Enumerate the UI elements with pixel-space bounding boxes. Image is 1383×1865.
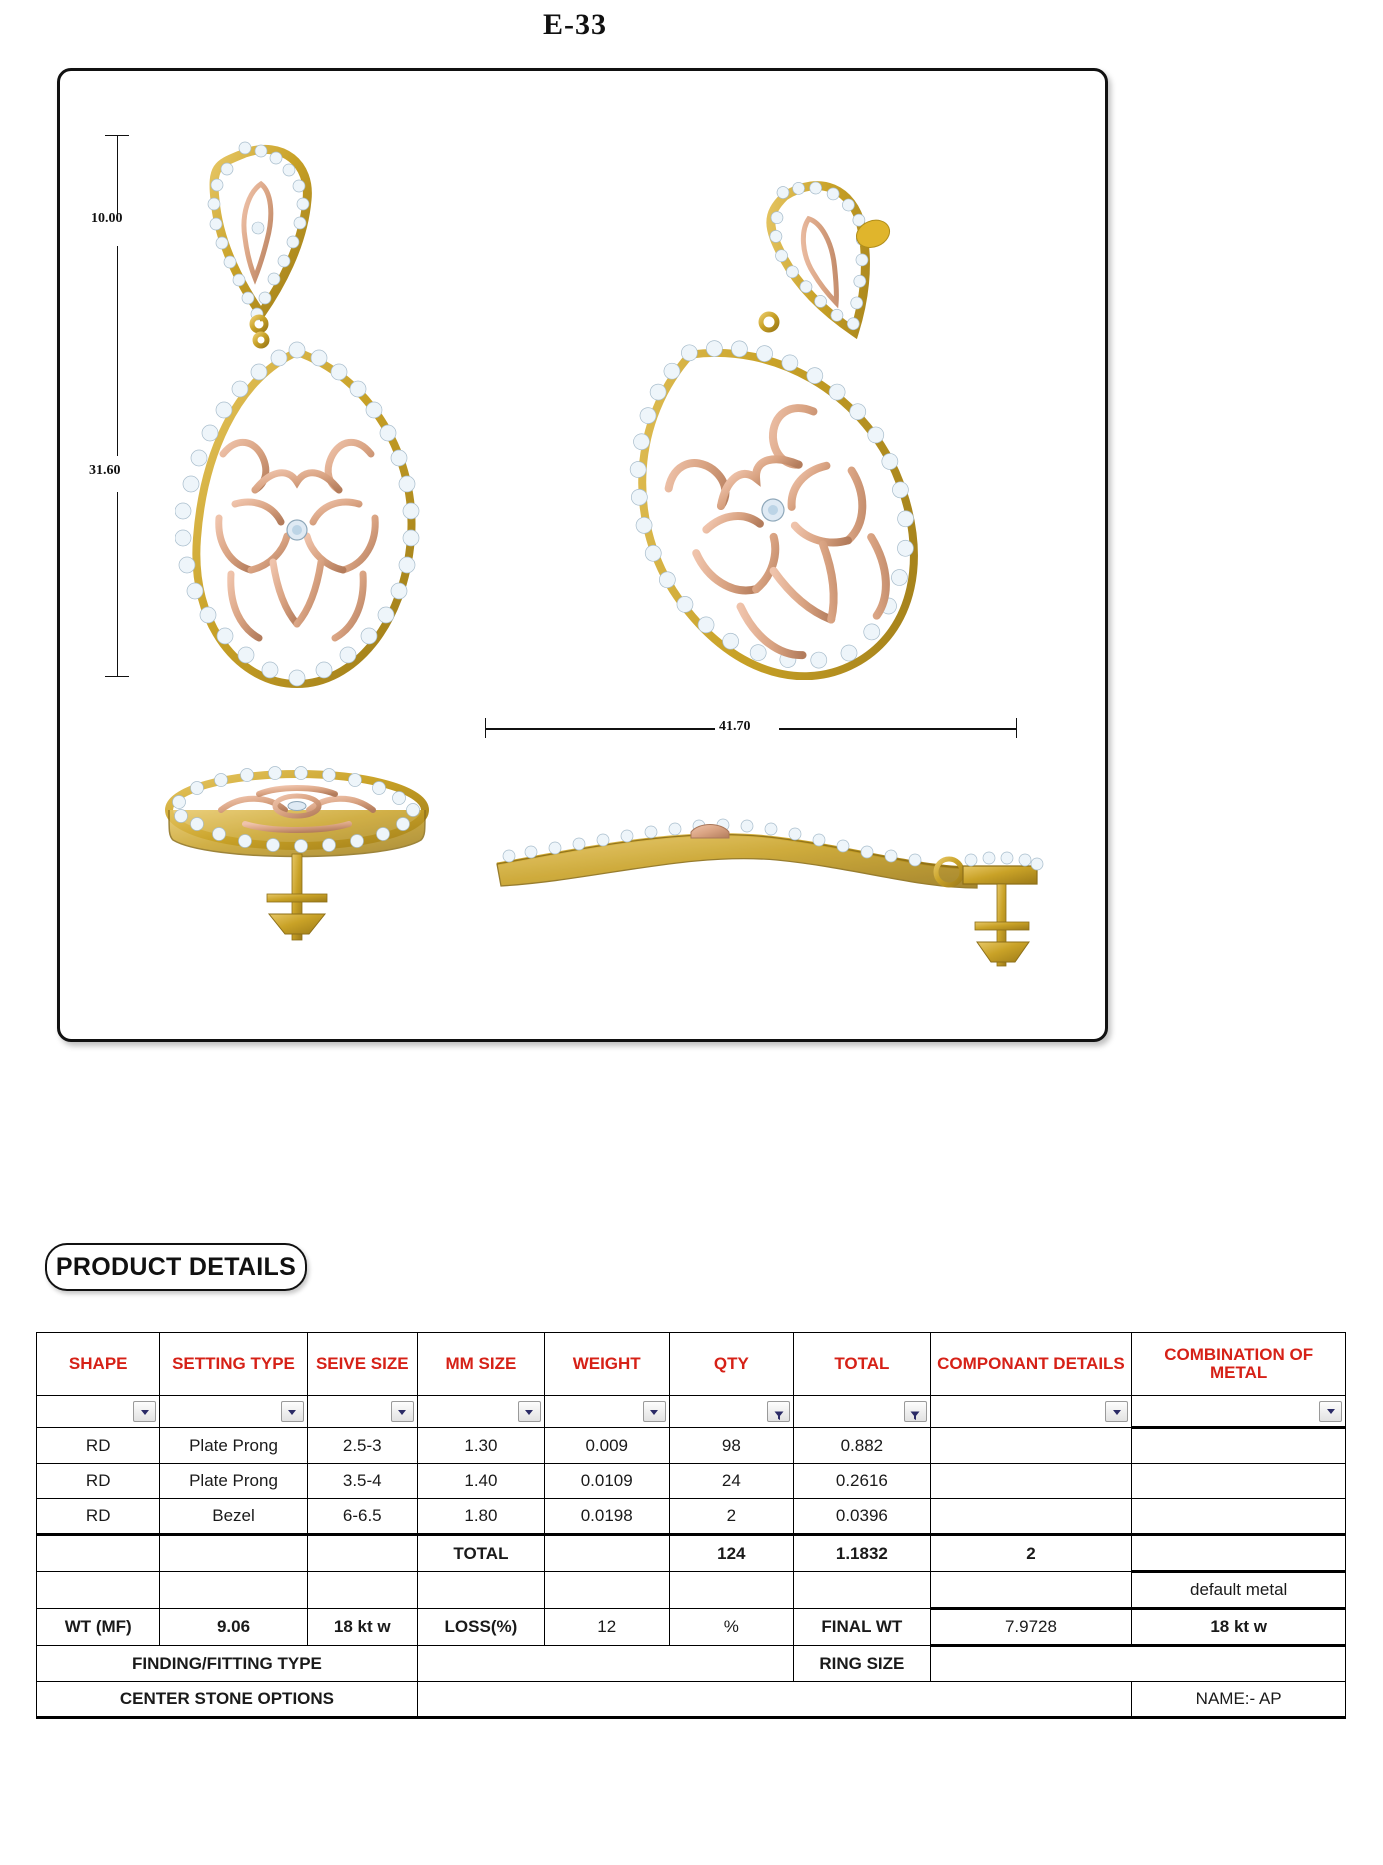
filter-cell-weight[interactable] [544,1396,669,1428]
cell-weight: 0.0198 [544,1499,669,1535]
column-header-combination-of-metal: COMBINATION OF METAL [1132,1333,1346,1396]
column-header-weight: WEIGHT [544,1333,669,1396]
cell-shape: RD [37,1428,160,1464]
cell-combination-of-metal [1132,1464,1346,1499]
cell-seive-size: 3.5-4 [307,1464,417,1499]
loss-unit: % [669,1609,794,1646]
wt-mf-value: 9.06 [160,1609,307,1646]
dropdown-arrow-icon-componant-details[interactable] [1105,1401,1128,1422]
table-row [37,1428,1346,1464]
dim-label-10: 10.00 [91,211,123,226]
cell-total: 0.882 [794,1428,930,1464]
cell-componant-details [930,1499,1132,1535]
cell-shape: RD [37,1464,160,1499]
cell-componant-details [930,1464,1132,1499]
table-center-stone-row [37,1682,1346,1718]
column-header-mm-size: MM SIZE [417,1333,544,1396]
totals-componant-details: 2 [930,1535,1132,1572]
totals-total: 1.1832 [794,1535,930,1572]
page-title: E-33 [543,8,607,41]
product-details-label: PRODUCT DETAILS [55,1252,297,1281]
cell-componant-details [930,1428,1132,1464]
cell-weight: 0.009 [544,1428,669,1464]
table-finding-row [37,1646,1346,1682]
dim-tick-bottom [105,676,129,677]
finding-fitting-type-value[interactable] [417,1646,793,1682]
filter-cell-combination-of-metal[interactable] [1132,1396,1346,1428]
cell-total: 0.0396 [794,1499,930,1535]
default-metal-blank-1 [37,1572,160,1609]
dim-line-31-lower [117,492,118,677]
dim-endcap-right [1016,718,1017,738]
column-header-qty: QTY [669,1333,794,1396]
totals-label: TOTAL [417,1535,544,1572]
final-wt-value: 7.9728 [930,1609,1132,1646]
default-metal-blank-2 [160,1572,307,1609]
dropdown-arrow-icon-mm-size[interactable] [518,1401,541,1422]
dim-label-3160: 31.60 [89,463,121,478]
earring-front-view [175,118,475,708]
totals-combination-of-metal [1132,1535,1346,1572]
totals-cell-blank-setting [160,1535,307,1572]
totals-cell-blank-seive [307,1535,417,1572]
dim-line-31-upper [117,296,118,456]
cell-mm-size: 1.80 [417,1499,544,1535]
filter-funnel-icon-total[interactable] [904,1401,927,1422]
cell-qty: 98 [669,1428,794,1464]
column-header-setting-type: SETTING TYPE [160,1333,307,1396]
product-details-table [36,1332,1346,1719]
column-header-total: TOTAL [794,1333,930,1396]
filter-funnel-icon-qty[interactable] [767,1401,790,1422]
ring-size-label: RING SIZE [794,1646,930,1682]
cell-combination-of-metal [1132,1428,1346,1464]
totals-cell-blank-weight [544,1535,669,1572]
table-default-metal-row [37,1572,1346,1609]
filter-cell-total[interactable] [794,1396,930,1428]
final-wt-label: FINAL WT [794,1609,930,1646]
filter-cell-qty[interactable] [669,1396,794,1428]
dim-line-10-lower [117,246,118,296]
totals-cell-blank-shape [37,1535,160,1572]
table-header-row [37,1333,1346,1396]
default-metal-blank-7 [794,1572,930,1609]
name-field: NAME:- AP [1132,1682,1346,1718]
cell-setting-type: Bezel [160,1499,307,1535]
jewelry-drawing-area [57,68,1108,1042]
ring-size-value[interactable] [930,1646,1345,1682]
cell-combination-of-metal [1132,1499,1346,1535]
totals-qty: 124 [669,1535,794,1572]
earring-side-profile-view [477,768,1067,1018]
center-stone-options-value[interactable] [417,1682,1131,1718]
default-metal-blank-3 [307,1572,417,1609]
final-wt-metal: 18 kt w [1132,1609,1346,1646]
cell-mm-size: 1.30 [417,1428,544,1464]
cell-mm-size: 1.40 [417,1464,544,1499]
dim-endcap-left [485,718,486,738]
table-weight-row [37,1609,1346,1646]
earring-perspective-view [149,758,449,1008]
filter-cell-shape[interactable] [37,1396,160,1428]
table-row [37,1499,1346,1535]
default-metal-blank-8 [930,1572,1132,1609]
cell-total: 0.2616 [794,1464,930,1499]
dim-line-4170-left [485,728,715,730]
cell-setting-type: Plate Prong [160,1464,307,1499]
default-metal-blank-4 [417,1572,544,1609]
filter-cell-seive-size[interactable] [307,1396,417,1428]
filter-cell-setting-type[interactable] [160,1396,307,1428]
filter-cell-mm-size[interactable] [417,1396,544,1428]
loss-value: 12 [544,1609,669,1646]
dropdown-arrow-icon-weight[interactable] [643,1401,666,1422]
product-details-badge [45,1243,307,1291]
default-metal-value: default metal [1132,1572,1346,1609]
loss-label: LOSS(%) [417,1609,544,1646]
wt-mf-label: WT (MF) [37,1609,160,1646]
finding-fitting-type-label: FINDING/FITTING TYPE [37,1646,418,1682]
dropdown-arrow-icon-shape[interactable] [133,1401,156,1422]
cell-seive-size: 6-6.5 [307,1499,417,1535]
wt-mf-metal: 18 kt w [307,1609,417,1646]
cell-qty: 24 [669,1464,794,1499]
cell-qty: 2 [669,1499,794,1535]
column-header-shape: SHAPE [37,1333,160,1396]
cell-weight: 0.0109 [544,1464,669,1499]
dropdown-arrow-icon-seive-size[interactable] [391,1401,414,1422]
table-filter-row [37,1396,1346,1428]
table-totals-row [37,1535,1346,1572]
dropdown-arrow-icon-combination-of-metal[interactable] [1319,1401,1342,1422]
cell-seive-size: 2.5-3 [307,1428,417,1464]
column-header-componant-details: COMPONANT DETAILS [930,1333,1132,1396]
table-row [37,1464,1346,1499]
default-metal-blank-5 [544,1572,669,1609]
dim-label-4170: 41.70 [719,719,751,734]
filter-cell-componant-details[interactable] [930,1396,1132,1428]
column-header-seive-size: SEIVE SIZE [307,1333,417,1396]
dropdown-arrow-icon-setting-type[interactable] [281,1401,304,1422]
center-stone-options-label: CENTER STONE OPTIONS [37,1682,418,1718]
cell-setting-type: Plate Prong [160,1428,307,1464]
default-metal-blank-6 [669,1572,794,1609]
dim-line-4170-right [779,728,1017,730]
earring-angled-view [557,160,977,680]
cell-shape: RD [37,1499,160,1535]
dim-line-10 [117,135,118,219]
